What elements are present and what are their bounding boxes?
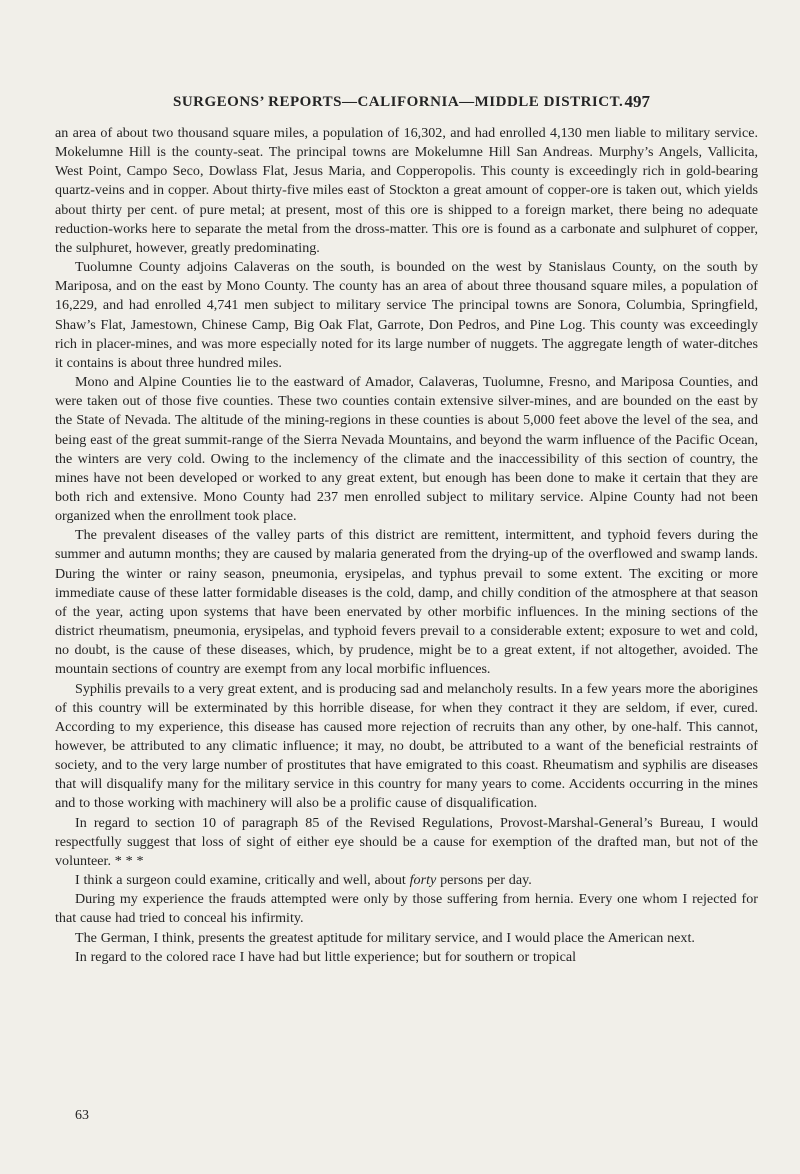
paragraph: The German, I think, presents the greatest aptitude for military service, and I would place the American next. [75,929,695,946]
signature-mark: 63 [75,1108,89,1123]
paragraph: an area of about two thousand square miles, a population of 16,302, and had enrolled 4,130 men liable to military service. Mokelumne Hill is the county-seat. The principal towns are Mokelumne Hill San Andreas. Murphy’s Angels, Vallicita, West Point, Campo Seco, Dowlass Flat, Jesus Maria, and Copperopolis. This county is exceedingly rich in gold-bearing quartz-veins and in copper. About thirty-five miles east of Stockton a great amount of copper-ore is taken out, which yields about thirty per cent. of pure metal; at present, most of this ore is shipped to a foreign market, there being no adequate reduction-works here to separate the metal from the dross-matter. This ore is found as a carbonate and sulphuret of copper, the sulphuret, however, greatly predominating. [55,125,758,256]
paragraph: Syphilis prevails to a very great extent, and is producing sad and melancholy results. In a few years more the aborigines of this country will be exterminated by this horrible disease, for when they contract it they are seldom, if ever, cured. According to my experience, this disease has caused more rejection of recruits than any other, by one-half. This cannot, however, be attributed to any climatic influence; it may, no doubt, be attributed to a want of the beneficial restraints of society, and to the very large number of prostitutes that have emigrated to this coast. Rheumatism and syphilis are diseases that will disqualify many for the military service in this country for many years to come. Accidents occurring in the mines and to those working with machinery will also be a prolific cause of disqualification. [55,680,758,812]
paragraph: The prevalent diseases of the valley parts of this district are remittent, intermittent, and typhoid fevers during the summer and autumn months; they are caused by malaria generated from the drying-up of the overflowed and swamp lands. During the winter or rainy season, pneumonia, erysipelas, and typhus prevail to some extent. The exciting or more immediate cause of these latter formidable diseases is the cold, damp, and chilly condition of the atmosphere at that season of the year, acting upon systems that have been enervated by other morbific influences. In the mining sections of the district rheumatism, pneumonia, erysipelas, and typhoid fevers prevail to a considerable extent; exposure to wet and cold, no doubt, is the cause of these diseases, which, by prudence, might be to a great extent, if not altogether, avoided. The mountain sections of country are exempt from any local morbific influences. [55,527,758,678]
emphasis: forty [409,872,437,889]
paragraph: During my experience the frauds attempted were only by those suffering from hernia. Every one whom I rejected for that cause had tried to conceal his infirmity. [55,891,758,927]
paragraph: Tuolumne County adjoins Calaveras on the south, is bounded on the west by Stanislaus County, on the south by Mariposa, and on the east by Mono County. The county has an area of about three thousand square miles, a population of 16,229, and had enrolled 4,741 men subject to military service The principal towns are Sonora, Columbia, Springfield, Shaw’s Flat, Jamestown, Chinese Camp, Big Oak Flat, Garrote, Don Pedros, and Pine Log. This county was exceedingly rich in placer-mines, and was more especially noted for its large number of nuggets. The aggregate length of water-ditches it contains is about three hundred miles. [55,259,758,371]
paragraph: I think a surgeon could examine, critically and well, about forty persons per day. [75,872,532,889]
paragraph: In regard to the colored race I have had but little experience; but for southern or tropical [75,948,577,965]
page-number: 497 [624,92,650,111]
body-text [55,124,758,967]
running-head: SURGEONS’ REPORTS—CALIFORNIA—MIDDLE DISTRICT. [173,94,624,110]
paragraph: Mono and Alpine Counties lie to the eastward of Amador, Calaveras, Tuolumne, Fresno, and Mariposa Counties, and were taken out of those five counties. These two counties contain extensive silver-mines, and are bounded on the east by the State of Nevada. The altitude of the mining-regions in these counties is about 5,000 feet above the level of the sea, and being east of the great summit-range of the Sierra Nevada Mountains, and beyond the warm influence of the Pacific Ocean, the winters are very cold. Owing to the inclemency of the climate and the inaccessibility of this section of country, the mines have not been developed or worked to any great extent, but enough has been done to make it certain that they are both rich and extensive. Mono County had 237 men enrolled subject to military service. Alpine County had not been organized when the enrollment took place. [55,374,758,525]
paragraph: In regard to section 10 of paragraph 85 of the Revised Regulations, Provost-Marshal-General’s Bureau, I would respectfully suggest that loss of sight of either eye should be a cause for exemption of the drafted man, but not of the volunteer. * * * [55,814,758,869]
